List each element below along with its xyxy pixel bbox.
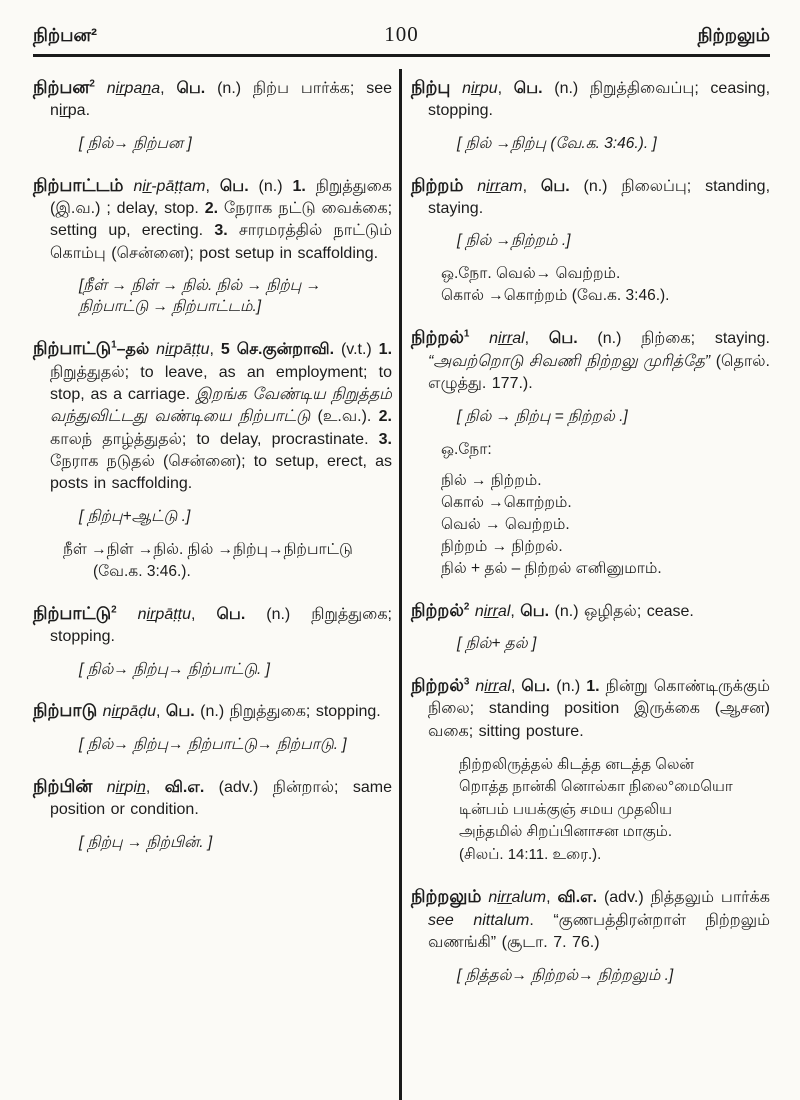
- definition-run: nir̲pu: [462, 80, 498, 97]
- dictionary-entry: [411, 75, 770, 155]
- definition-run: (n.) நிற்ப பார்க்க; see nir̲pa.: [50, 80, 392, 120]
- definition-run: 1: [111, 339, 117, 351]
- definition-run: பெ.: [520, 602, 550, 620]
- definition-run: ,: [145, 778, 165, 796]
- dictionary-entry: [33, 601, 392, 681]
- definition-run: nir̲r̲al: [489, 330, 525, 348]
- column-divider: [399, 69, 402, 1100]
- definition-run: 1.: [586, 677, 600, 695]
- entry-definition: [411, 75, 770, 123]
- entry-quote-line: அந்தமில் சிறப்பினாசன மாகும்.: [459, 823, 673, 841]
- header-left-guideword: நிற்பன²: [33, 25, 98, 45]
- definition-run: நிற்பன: [33, 77, 90, 97]
- entry-derivation-line: கொல் →கொற்றம்.: [441, 493, 572, 511]
- entry-quote-line: றொத்த நான்கி னொல்கா நிலை°மையொ: [459, 778, 733, 796]
- definition-run: பெ.: [216, 605, 246, 623]
- definition-run: 2.: [378, 408, 392, 426]
- dictionary-entry: [411, 325, 770, 579]
- entry-derivation: [411, 263, 770, 307]
- dictionary-entry: [411, 598, 770, 655]
- definition-run: nir̲pin̲: [106, 778, 146, 796]
- entry-definition: [411, 598, 770, 623]
- definition-run: 3: [463, 676, 470, 688]
- dictionary-columns: [33, 69, 770, 1100]
- definition-run: [463, 178, 477, 195]
- definition-run: நிறுத்துதல்; to leave, as an employment; to stop, as a carriage.: [50, 363, 392, 403]
- definition-run: [469, 330, 489, 347]
- definition-run: நிற்பாடு: [33, 700, 98, 721]
- entry-derivation-line: நீள் →நிள் →நில். நில் →நிற்பு→நிற்பாட்டு: [63, 540, 353, 558]
- definition-run: nir̲pāṭṭu: [137, 605, 192, 623]
- definition-run: இறங்க வேண்டிய நிறுத்தம் வந்துவிட்டது வண்டியை நிற்பாட்டு: [50, 385, 392, 426]
- entry-quote: [411, 754, 770, 867]
- definition-run: nir̲pāṭṭu: [156, 341, 210, 359]
- definition-run: பெ.: [513, 80, 543, 97]
- entry-etymology: [ நில்+ தல் ]: [457, 634, 537, 652]
- definition-run: நின்று கொண்டிருக்கும் நிலை; standing position இருக்கை (ஆசன) வகை; sitting posture.: [428, 677, 771, 740]
- definition-run: 2: [463, 601, 470, 613]
- definition-run: 2: [89, 78, 95, 90]
- definition-run: nir̲r̲al: [475, 677, 511, 695]
- definition-run: (adv.) நித்தலும் பார்க்க: [597, 889, 771, 907]
- dictionary-entry: [33, 173, 392, 318]
- left-column: [33, 69, 392, 1100]
- entry-derivation: [33, 539, 392, 583]
- header-rule: [33, 54, 770, 57]
- definition-run: –தல்: [116, 341, 150, 359]
- definition-run: ,: [209, 341, 221, 359]
- entry-etymology: [ நில்→ நிற்பு→ நிற்பாட்டு. ]: [79, 660, 270, 678]
- definition-run: (n.) நிற்கை; staying.: [577, 330, 770, 348]
- entry-etymology: [ நில் → நிற்பு = நிற்றல் .]: [457, 407, 628, 425]
- definition-run: 1.: [378, 341, 393, 359]
- dictionary-entry: [33, 336, 392, 583]
- entry-derivation-line: (வே.க. 3:46.).: [93, 562, 191, 580]
- definition-run: 2: [111, 604, 117, 616]
- dictionary-entry: [33, 698, 392, 755]
- entry-etymology: [ நில்→ நிற்பு→ நிற்பாட்டு→ நிற்பாடு. ]: [79, 735, 347, 753]
- entry-definition: [411, 325, 770, 395]
- definition-run: பெ.: [219, 177, 249, 195]
- definition-run: நேராக நட்டு வைக்கை; setting up, erecting.: [50, 200, 393, 240]
- entry-quote-line: நிற்றலிருத்தல் கிடத்த னடத்த லென்: [459, 755, 694, 773]
- definition-run: (n.): [550, 677, 587, 695]
- entry-derivation: [411, 470, 770, 580]
- entry-definition: [33, 336, 392, 496]
- dictionary-entry: [411, 884, 770, 986]
- definition-run: nir̲-pāṭṭam: [133, 177, 206, 195]
- entry-etymology: [ நித்தல்→ நிற்றல்→ நிற்றலும் .]: [457, 966, 674, 984]
- right-column: [411, 69, 770, 1100]
- definition-run: [95, 80, 107, 97]
- definition-run: [230, 341, 237, 358]
- definition-run: காலந் தாழ்த்துதல்; to delay, procrastinate.: [50, 430, 379, 448]
- definition-run: நிற்றலும்: [411, 886, 482, 907]
- definition-run: ,: [156, 703, 166, 721]
- entry-derivation-line: ஒ.நோ:: [441, 440, 492, 458]
- definition-run: ,: [522, 177, 541, 195]
- definition-run: (தொல். எழுத்து. 177.).: [428, 352, 770, 393]
- definition-run: நிற்றல்: [411, 674, 464, 695]
- entry-derivation-line: நில் → நிற்றம்.: [441, 471, 542, 489]
- definition-run: வி.எ.: [164, 778, 205, 796]
- entry-etymology: [ நில் →நிற்றம் .]: [457, 232, 571, 250]
- definition-run: nir̲pan̲a: [106, 80, 161, 97]
- definition-run: ,: [205, 177, 220, 195]
- definition-run: பெ.: [165, 703, 195, 721]
- definition-run: [117, 606, 138, 623]
- definition-run: நிற்றல்: [411, 599, 464, 620]
- dictionary-entry: [411, 173, 770, 308]
- entry-definition: [411, 673, 770, 743]
- definition-run: நிற்பாட்டு: [33, 602, 112, 623]
- definition-run: (n.) நிலைப்பு; standing, staying.: [428, 177, 771, 218]
- definition-run: (n.): [248, 177, 293, 195]
- definition-run: நேராக நடுதல் (சென்னை); to setup, erect, as posts in sacffolding.: [50, 453, 392, 493]
- entry-etymology: [ நில்→ நிற்பன ]: [79, 134, 192, 152]
- definition-run: வி.எ.: [557, 889, 598, 907]
- definition-run: (n.) ஒழிதல்; cease.: [549, 602, 694, 620]
- definition-run: நிற்பாட்டு: [33, 338, 112, 359]
- entry-derivation-line: வெல் → வெற்றம்.: [441, 515, 570, 533]
- definition-run: நிற்றம்: [411, 174, 464, 195]
- entry-etymology: [ நிற்பு+ஆட்டு .]: [79, 507, 191, 525]
- entry-etymology: [நீள் → நிள் → நில். நில் → நிற்பு → நிற்பாட்டு → நிற்பாட்டம்.]: [79, 277, 322, 316]
- entry-definition: [411, 173, 770, 221]
- entry-derivation-line: கொல் →கொற்றம் (வே.க. 3:46.).: [441, 287, 670, 305]
- definition-run: ,: [510, 602, 521, 620]
- definition-run: பெ.: [548, 330, 578, 348]
- definition-run: பெ.: [521, 677, 551, 695]
- entry-derivation: [411, 439, 770, 461]
- page-header: [33, 22, 770, 48]
- definition-run: 5: [220, 341, 230, 359]
- entry-derivation-line: நிற்றம் → நிற்றல்.: [441, 537, 563, 555]
- entry-definition: [33, 601, 392, 649]
- entry-definition: [33, 75, 392, 123]
- definition-run: see nittalum: [428, 911, 530, 929]
- definition-run: [124, 178, 134, 195]
- definition-run: nir̲r̲al: [474, 602, 511, 620]
- definition-run: . “குணபத்திரன்றாள் நிற்றலும் வணங்கி” (சூடா. 7. 76.): [428, 911, 770, 952]
- definition-run: சாரமரத்தில் நாட்டும் கொம்பு (சென்னை); post setup in scaffolding.: [50, 222, 393, 262]
- definition-run: நிறுத்துகை (இ.வ.) ; delay, stop.: [50, 177, 393, 218]
- definition-run: nir̲r̲am: [477, 177, 523, 195]
- dictionary-entry: [411, 673, 770, 867]
- definition-run: நிற்றல்: [411, 327, 464, 348]
- definition-run: செ.குன்றாவி.: [236, 341, 335, 359]
- definition-run: nir̲pāḍu: [102, 703, 157, 721]
- entry-etymology: [ நிற்பு → நிற்பின். ]: [79, 833, 213, 851]
- definition-run: 1.: [292, 177, 306, 195]
- definition-run: (n.) நிறுத்துகை; stopping.: [194, 703, 381, 721]
- definition-run: பெ.: [540, 177, 570, 195]
- entry-definition: [33, 173, 392, 266]
- entry-definition: [33, 774, 392, 822]
- definition-run: (v.t.): [334, 341, 379, 359]
- definition-run: [450, 80, 462, 97]
- definition-run: ,: [497, 80, 514, 97]
- definition-run: (adv.) நின்றால்; same position or condition.: [50, 778, 392, 819]
- dictionary-entry: [33, 75, 392, 155]
- entry-quote-line: (சிலப். 14:11. உரை.).: [459, 845, 602, 863]
- entry-definition: [411, 884, 770, 954]
- definition-run: ,: [510, 677, 522, 695]
- definition-run: 3.: [378, 430, 392, 448]
- header-page-number: 100: [384, 22, 419, 46]
- definition-run: “அவற்றொடு சிவணி நிற்றலு முரித்தே”: [428, 352, 711, 370]
- definition-run: 2.: [204, 200, 219, 218]
- header-right-guideword: நிற்றலும்: [697, 25, 771, 45]
- definition-run: nir̲r̲alum: [488, 889, 547, 907]
- dictionary-entry: [33, 774, 392, 854]
- definition-run: ,: [546, 889, 558, 907]
- definition-run: நிற்பின்: [33, 775, 93, 796]
- definition-run: 3.: [214, 222, 228, 240]
- definition-run: ,: [524, 330, 549, 348]
- definition-run: (n.) நிறுத்திவைப்பு; ceasing, stopping.: [428, 80, 771, 120]
- definition-run: ,: [191, 605, 217, 623]
- entry-definition: [33, 698, 392, 723]
- entry-derivation-line: ஒ.நோ. வெல்→ வெற்றம்.: [441, 265, 621, 283]
- definition-run: பெ.: [176, 80, 206, 97]
- entry-quote-line: டின்பம் பயக்குஞ் சமய முதலிய: [459, 800, 672, 818]
- entry-derivation-line: நில் + தல் – நிற்றல் எனினுமாம்.: [441, 559, 662, 577]
- entry-etymology: [ நில் →நிற்பு (வே.க. 3:46.). ]: [457, 134, 657, 152]
- definition-run: (உ.வ.).: [310, 408, 379, 426]
- definition-run: நிற்பாட்டம்: [33, 174, 124, 195]
- definition-run: (n.) நிறுத்துகை; stopping.: [50, 605, 392, 646]
- definition-run: ,: [160, 80, 177, 97]
- definition-run: 1: [463, 329, 470, 341]
- definition-run: [92, 779, 106, 796]
- definition-run: நிற்பு: [411, 77, 451, 97]
